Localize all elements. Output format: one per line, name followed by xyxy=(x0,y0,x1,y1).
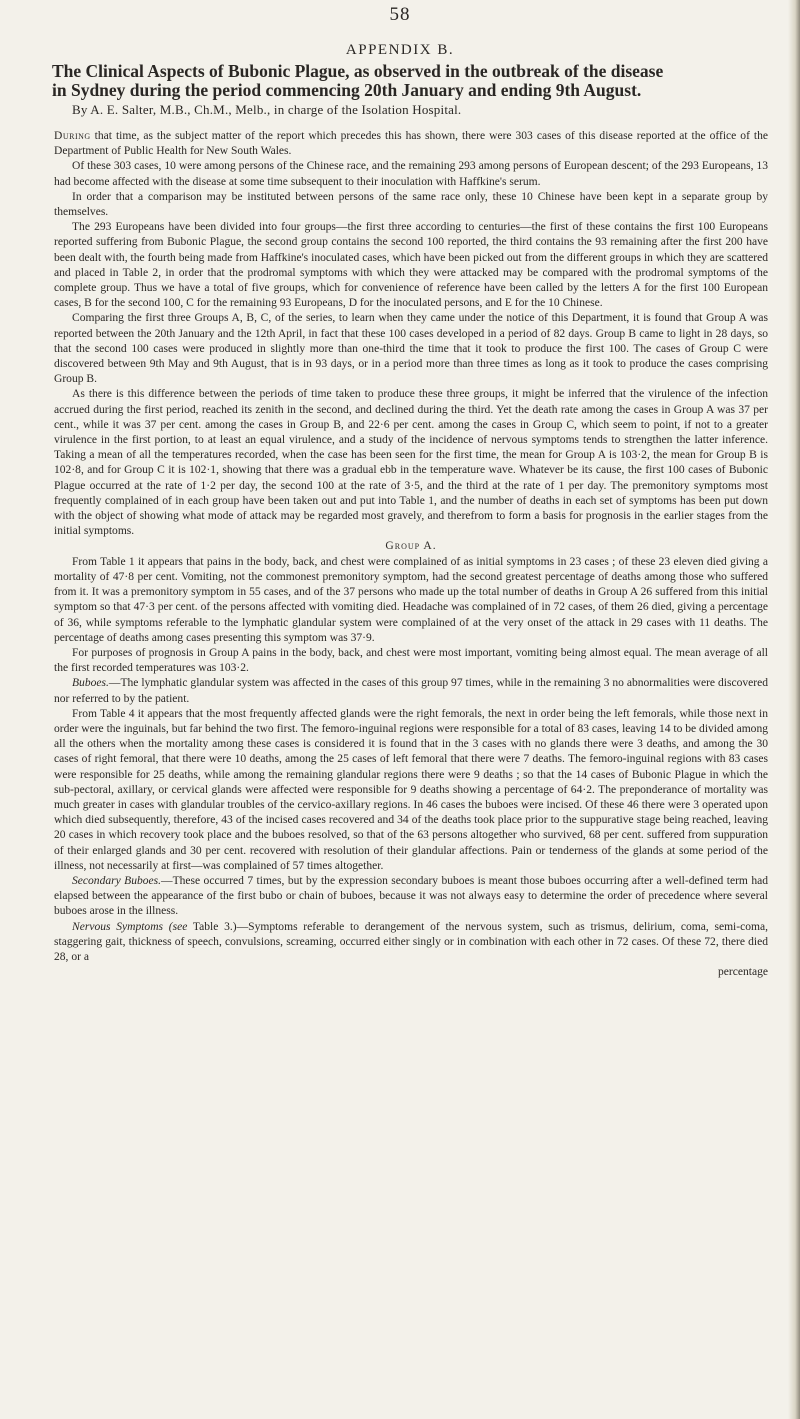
paragraph-lead: During xyxy=(54,130,91,142)
paragraph: The 293 Europeans have been divided into four groups—the first three according to centuries—the first of these contains the first 100 Europeans reported suffering from Bubonic Plague, the second group contains the second 100 reported, the third contains the 93 remaining after the first 200 have been dealt with, the fourth being made from Haffkine's inoculated cases, which have been picked out from the different groups in which they are scattered and placed in Table 2, in order that the prodromal symptoms with which they were attacked may be compared with the prodromal symptoms of the complete group. Thus we have a total of five groups, which for convenience of reference have been called by the letters A for the first 100 European cases, B for the second 100, C for the remaining 93 Europeans, D for the inoculated persons, and E for the 10 Chinese. xyxy=(54,221,768,310)
paragraph: Secondary Buboes.—These occurred 7 times, but by the expression secondary buboes is meant those buboes occurring after a well-defined term had elapsed between the appearance of the first bubo or chain of buboes, because it was not always easy to determine the order of precedence where several buboes arose in the illness. xyxy=(54,874,768,918)
paragraph: During that time, as the subject matter of the report which precedes this has shown, there were 303 cases of this disease reported at the office of the Department of Public Health for New South Wales. xyxy=(54,130,768,158)
paragraph-lead: Buboes. xyxy=(72,677,109,690)
section-heading: Group A. xyxy=(385,540,437,553)
appendix-heading: APPENDIX B. xyxy=(345,42,455,58)
paragraph-lead: Nervous Symptoms xyxy=(72,920,164,933)
paragraph: Nervous Symptoms (see Table 3.)—Symptoms referable to derangement of the nervous system, such as trismus, delirium, coma, semi-coma, staggering gait, thickness of speech, convulsions, screaming, occurred either singly or in combination with each other in 72 cases. Of these 72, there died 28, or a xyxy=(54,920,768,963)
paragraph: For purposes of prognosis in Group A pains in the body, back, and chest were most important, vomiting being almost equal. The mean average of all the first recorded temperatures was 103·2. xyxy=(54,646,768,675)
title-line-2: in Sydney during the period commencing 20th January and ending 9th August. xyxy=(52,80,642,100)
paragraph: In order that a comparison may be instituted between persons of the same race only, these 10 Chinese have been kept in a separate group by themselves. xyxy=(54,190,768,219)
paragraph: From Table 1 it appears that pains in the body, back, and chest were complained of as initial symptoms in 23 cases ; of these 23 eleven died giving a mortality of 47·8 per cent. Vomiting, not the commonest premonitory symptom, had the second greatest percentage of deaths among those who suffered from it. It was a premonitory symptom in 55 cases, and of the 37 persons who made up the total number of deaths in Group A 26 suffered from this initial symptom so that 47·3 per cent. of the persons affected with vomiting died. Headache was complained of in 72 cases, of them 26 died, giving a percentage of 36, while symptoms referable to the lymphatic glandular system were complained of at the very onset of the attack in 29 cases with 11 deaths. The percentage of deaths among cases presenting this symptom was 37·9. xyxy=(54,555,768,644)
paragraph-lead: Secondary Buboes. xyxy=(72,874,162,887)
byline: By A. E. Salter, M.B., Ch.M., Melb., in charge of the Isolation Hospital. xyxy=(72,102,462,117)
paragraph: From Table 4 it appears that the most frequently affected glands were the right femorals, the next in order being the left femorals, while those next in order were the inguinals, but far behind the two first. The femoro-inguinal regions were responsible for a total of 83 cases, leaving 14 to be divided among all the others when the mortality among these cases is considered it is found that in the 3 cases with no glands there were 3 deaths, and among the 30 cases of right femoral, that there were 10 deaths, among the 25 cases of left femoral that there were 7 deaths. The femoro-inguinal regions with 83 cases were responsible for 25 deaths, while among the remaining glandular regions there were 9 deaths ; so that the 14 cases of Bubonic Plague in which the sub-pectoral, axillary, or cervical glands were affected were responsible for 9 deaths showing a percentage of 64·2. The preponderance of mortality was much greater in cases with glandular troubles of the cervico-axillary regions. In 46 cases the buboes were incised. Of these 46 there were 3 operated upon which died subsequently, therefore, 43 of the incised cases recovered and 34 of the deaths took place prior to the suppurative stage being reached, leaving 20 cases in which recovery took place and the buboes resolved, so that of the 63 persons altogether who survived, 68 per cent. suffered from suppuration of their enlarged glands and 30 per cent. recovered with resolution of their glandular affections. Pain or tenderness of the glands at some period of the illness, not necessarily at first—was complained of 57 times altogether. xyxy=(54,707,768,872)
paragraph: Buboes.—The lymphatic glandular system was affected in the cases of this group 97 times, while in the remaining 3 no abnormalities were discovered nor referred to by the patient. xyxy=(54,677,768,705)
catchword: percentage xyxy=(718,966,768,979)
paragraph: Of these 303 cases, 10 were among persons of the Chinese race, and the remaining 293 among persons of European descent; of the 293 Europeans, 13 had become affected with the disease at some time subsequent to their inoculation with Haffkine's serum. xyxy=(54,160,768,188)
document-title xyxy=(52,62,772,100)
paragraph: Comparing the first three Groups A, B, C, of the series, to learn when they came under the notice of this Department, it is found that Group A was reported between the 20th January and the 12th April, in fact that these 100 cases developed in a period of 82 days. Group B came to light in 28 days, so that the second 100 cases were produced in slightly more than one-third the time that it took to produce the first 100. The cases of Group C were discovered between 9th May and 9th August, that is in 93 days, or in a period more than three times as long as it took to produce the cases comprising Group B. xyxy=(54,312,768,386)
page-edge-shadow xyxy=(788,0,800,1419)
page-number: 58 xyxy=(389,4,411,25)
body-text xyxy=(54,129,768,980)
title-line-1: The Clinical Aspects of Bubonic Plague, as observed in the outbreak of the disease xyxy=(52,61,664,81)
paragraph: As there is this difference between the periods of time taken to produce these three groups, it might be inferred that the virulence of the infection accrued during the first period, reached its zenith in the second, and declined during the third. Yet the death rate among the cases in Group A was 37 per cent., while it was 37 per cent. among the cases in Group B, and 22·6 per cent. among the cases in Group C, which seem to point, if not to a greater virulence in the first portion, to at least an equal virulence, and a study of the incidence of nervous symptoms tends to strengthen the latter inference. Taking a mean of all the temperatures recorded, when the case has been seen for the first time, the mean for Group A is 103·2, the mean for Group B is 102·8, and for Group C it is 102·1, showing that there was a gradual ebb in the temperature wave. Whatever be its cause, the first 100 cases of Bubonic Plague occurred at the rate of 1·2 per day, the second 100 at the rate of 3·5, and the third at the rate of 1 per day. The premonitory symptoms most frequently complained of in each group have been taken out and put into Table 1, and the number of deaths in each set of symptoms has been put down with the object of showing what mode of attack may be regarded most gravely, and therefrom to form a basis for prognosis in the earlier stages from the initial symptoms. xyxy=(54,388,768,538)
